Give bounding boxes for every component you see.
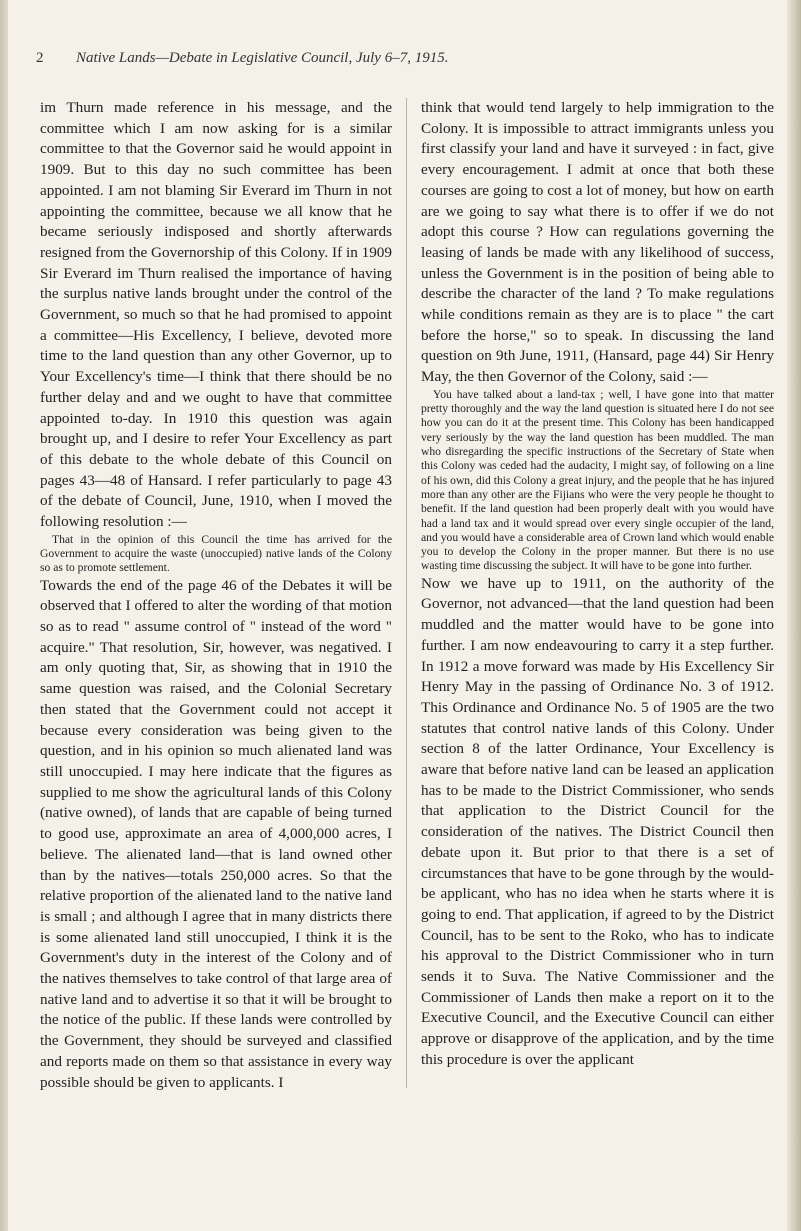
right-paragraph-1: think that would tend largely to help immigration to the Colony. It is impossible to attract immigrants unless you first classify your land and have it surveyed : in fact, give every encouragement. I admit at once that both these courses are going to cost a lot of money, but how on earth are we going to say what there is to offer if we do not adopt this course ? How can regulations governing the leasing of lands be made with any likelihood of success, unless the Government is in the position of being able to describe the character of the land ? To make regulations while conditions remain as they are is to place " the cart before the horse," so to speak. In discussing the land question on 9th June, 1911, (Hansard, page 44) Sir Henry May, the then Governor of the Colony, said :— xyxy=(421,99,774,386)
left-quote: That in the opinion of this Council the time has arrived for the Government to acquire the waste (unoccupied) native lands of the Colony so as to promote settlement. xyxy=(40,532,392,575)
right-column xyxy=(421,98,774,1071)
right-quote: You have talked about a land-tax ; well, I have gone into that matter pretty thoroughly and the way the land question is situated here I do not see how you can do it at the present time. This Colony has been handicapped very seriously by the way the land question has been muddled. The man who disregarding the specific instructions of the Secretary of State when this Colony was ceded had the audacity, I might say, of following on a line of his own, did this Colony a great injury, and the people that he has injured more than any other are the Fijians who were the very people he thought to benefit. If the land question had been properly dealt with you would have had a land tax and it would spread over every single occupier of the land, and you would have a considerable area of Crown land which would enable you to develop the Colony in the proper manner. But there is no use wasting time discussing the subject. It will have to be gone into further. xyxy=(421,387,774,573)
page-right-edge xyxy=(787,0,801,1231)
left-paragraph-1: im Thurn made reference in his message, and the committee which I am now asking for is a similar committee to that the Governor said he would appoint in 1909. But to this day no such committee has been appointed. I am not blaming Sir Everard im Thurn in not appointing the committee, because we all know that he became seriously indisposed and shortly afterwards resigned from the Governorship of this Colony. If in 1909 Sir Everard im Thurn realised the importance of having the surplus native lands brought under the control of the Government, so much so that he had promised to appoint a committee—His Excellency, I believe, devoted more time to the land question than any other Governor, up to Your Excellency's time—I think that there should be no further delay and and we ought to have that committee appointed to-day. In 1910 this question was again brought up, and I desire to refer Your Excellency as part of this debate to the whole debate of this Council on pages 43—48 of Hansard. I refer particularly to page 43 of the debate of Council, June, 1910, when I moved the following resolution :— xyxy=(40,99,392,531)
column-divider xyxy=(406,98,407,1088)
left-paragraph-2: Towards the end of the page 46 of the Debates it will be observed that I offered to alter the wording of that motion so as to read " assume control of " instead of the word " acquire." That resolution, Sir, however, was negatived. I am only quoting that, Sir, as showing that in 1910 the same question was raised, and the Colonial Secretary then stated that the Government could not accept it because every consideration was being given to the question, and in his opinion so much alienated land was still unoccupied. I may here indicate that the figures as supplied to me show the agricultural lands of this Colony (native owned), of lands that are capable of being turned to good use, approximate an area of 4,000,000 acres, I believe. The alienated land—that is land owned other than by the natives—totals 250,000 acres. So that the relative proportion of the alienated land to the native land is small ; and although I agree that in many districts there is some alienated land still unoccupied, I think it is the Government's duty in the interest of the Colony and of the natives themselves to take control of that large area of native land and to advertise it so that it will be brought to the notice of the public. If these lands were controlled by the Government, they should be surveyed and classified and reports made on them so that assistance in every way possible should be given to applicants. I xyxy=(40,576,392,1091)
right-paragraph-2: Now we have up to 1911, on the authority of the Governor, not advanced—that the land question had been muddled and the matter would have to be gone into further. I am now endeavouring to carry it a step further. In 1912 a move forward was made by His Excellency Sir Henry May in the passing of Ordinance No. 3 of 1912. This Ordinance and Ordinance No. 5 of 1905 are the two statutes that control native lands of this Colony. Under section 8 of the latter Ordinance, Your Excellency is aware that before native land can be leased an application has to be made to the District Commissioner, who sends that application to the District Council for the consideration of the natives. The District Council then debate upon it. But prior to that there is a set of circumstances that have to be gone through by the would-be applicant, who has no idea when he starts where it is going to end. That application, if agreed to by the District Council, has to be sent to the Roko, who has to indicate his approval to the District Commissioner who in turn sends it to Suva. The Native Commissioner and the Commissioner of Lands then make a report on it to the Executive Council, and the Executive Council can either approve or disapprove of the application, and by the time this procedure is over the applicant xyxy=(421,574,774,1068)
document-page xyxy=(8,0,793,1231)
running-title: Native Lands—Debate in Legislative Council, July 6–7, 1915. xyxy=(76,50,449,66)
page-number: 2 xyxy=(36,50,44,66)
left-column xyxy=(40,98,392,1093)
